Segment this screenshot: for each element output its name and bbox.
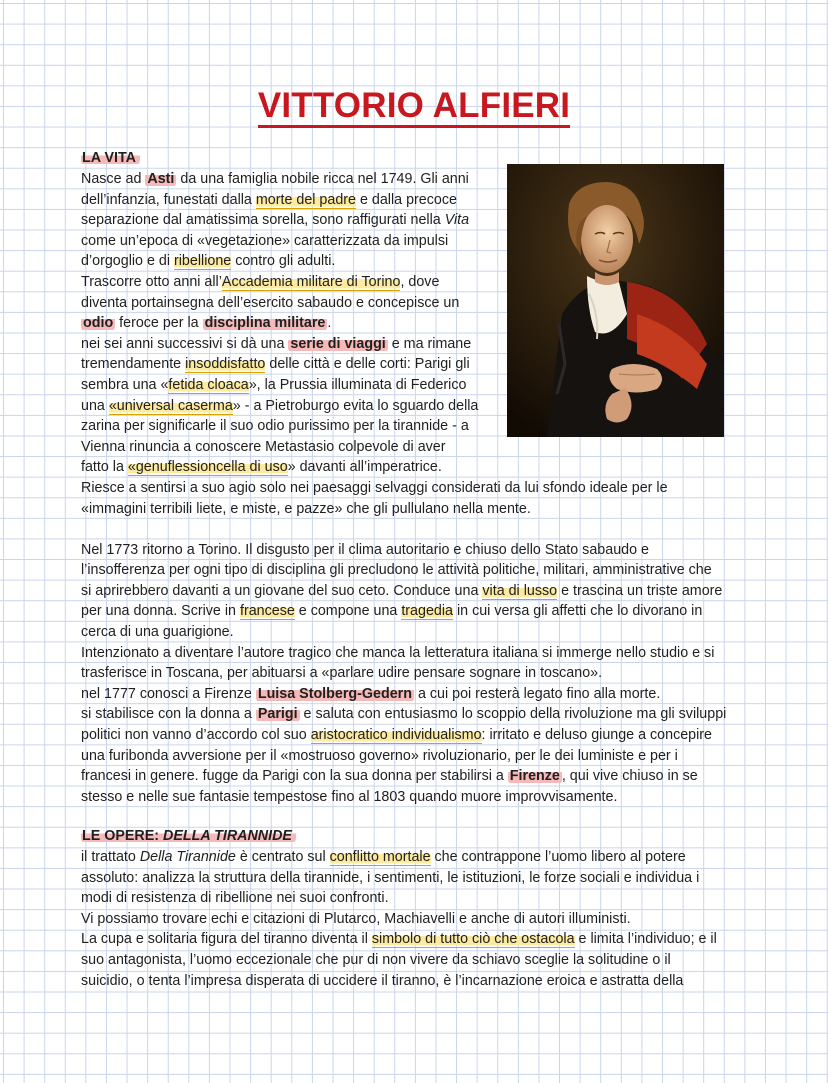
highlight-red: serie di viaggi [290, 335, 386, 352]
text-run: «immagini terribili liete, e miste, e pazze» che gli pullulano nella mente. [81, 500, 531, 517]
highlight-yellow: insoddisfatto [185, 356, 266, 373]
text-run: e ma rimane [387, 335, 472, 352]
text-run: suo antagonista, l’uomo eccezionale che pur di non vivere da schiavo sceglie la solitudine o il [81, 951, 671, 968]
highlight-yellow: «genuflessioncella di uso [127, 459, 288, 476]
text-line [81, 971, 717, 992]
text-line [81, 909, 717, 930]
text-line [81, 560, 726, 581]
text-run: Riesce a sentirsi a suo agio solo nei paesaggi selvaggi considerati da lui sfondo ideale per le [81, 479, 668, 496]
text-run: si aprirebbero davanti a un giovane del suo ceto. Conduce una [81, 582, 483, 599]
text-run: Vienna rinuncia a conoscere Metastasio colpevole di aver [81, 438, 446, 455]
text-run: e limita l’individuo; e il [574, 931, 717, 948]
opere-text [81, 847, 717, 991]
text-run: e compone una [294, 603, 402, 620]
highlight-yellow: «universal caserma [108, 397, 233, 414]
text-line [81, 888, 717, 909]
text-line [81, 519, 726, 540]
highlight-red: disciplina militare [204, 315, 326, 332]
text-line [81, 581, 726, 602]
text-line [81, 622, 726, 643]
text-run: è centrato sul [235, 849, 330, 865]
text-run: delle città e delle corti: Parigi gli [265, 356, 470, 373]
text-run: Nasce ad [81, 171, 146, 187]
text-line [81, 540, 726, 561]
text-run: nei sei anni successivi si dà una [81, 335, 289, 352]
text-run: e trascina un triste amore [557, 582, 723, 599]
page-title: VITTORIO ALFIERI [0, 86, 828, 126]
text-line [81, 663, 726, 684]
text-line [81, 787, 726, 808]
text-run: contro gli adulti. [231, 253, 336, 270]
text-run: . [327, 315, 332, 332]
text-run: una [81, 397, 109, 414]
highlight-yellow: ribellione [174, 253, 232, 270]
text-run: una furibonda avversione per il «mostruoso governo» rivoluzionario, per le dei luministe e per i [81, 747, 678, 764]
text-line [81, 601, 726, 622]
text-run: suicidio, o tenta l’impresa disperata di uccidere il tiranno, è l’incarnazione eroica e astratta della [81, 972, 684, 989]
text-line [81, 847, 717, 868]
text-run: politici non vanno d’accordo col suo [81, 727, 311, 744]
highlight-yellow: aristocratico individualismo [310, 727, 482, 744]
text-run: fatto la [81, 459, 128, 476]
text-line [81, 643, 726, 664]
section-heading-vita: LA VITA [81, 150, 140, 166]
text-run: , dove [400, 273, 440, 290]
text-run: stesso e nelle sue fantasie tempestose fino al 1803 quando muore improvvisamente. [81, 788, 618, 805]
text-run: », la Prussia illuminata di Federico [248, 376, 467, 393]
highlight-red: Parigi [257, 706, 298, 723]
text-run: Trascorre otto anni all’ [81, 273, 222, 290]
highlight-yellow: francese [239, 603, 295, 620]
text-run: l’insofferenza per ogni tipo di disciplina gli precludono le attività politiche, militari, amministrative che [81, 562, 712, 579]
text-run: tremendamente [81, 356, 186, 373]
text-run: da una famiglia nobile ricca nel 1749. Gli anni [176, 171, 469, 187]
text-run: » davanti all’imperatrice. [287, 459, 442, 476]
text-run: cerca di una guarigione. [81, 624, 234, 641]
text-run: francesi in genere. fugge da Parigi con la sua donna per stabilirsi a [81, 768, 508, 785]
text-run: d’orgoglio e di [81, 253, 174, 270]
text-run: a cui poi resterà legato fino alla morte. [413, 685, 661, 702]
highlight-red: odio [83, 315, 114, 332]
highlight-red: Luisa Stolberg-Gedern [257, 685, 412, 702]
text-line [81, 868, 717, 889]
text-line [81, 746, 726, 767]
highlight-yellow: conflitto mortale [329, 849, 431, 865]
text-line [81, 457, 726, 478]
text-line [81, 725, 726, 746]
text-run: modi di resistenza di ribellione nei suoi confronti. [81, 890, 389, 907]
text-run: zarina per significarle il suo odio purissimo per la tirannide - a [81, 418, 469, 435]
text-run: si stabilisce con la donna a [81, 706, 256, 723]
highlight-yellow: Accademia militare di Torino [221, 273, 401, 290]
text-run: assoluto: analizza la struttura della tirannide, i sentimenti, le istituzioni, le forze sociali e individua i [81, 869, 700, 886]
text-line [81, 684, 726, 705]
text-run: , qui vive chiuso in se [561, 768, 698, 785]
text-line [81, 704, 726, 725]
highlight-red: Asti [147, 171, 175, 187]
text-line [81, 929, 717, 950]
text-run: nel 1777 conosci a Firenze [81, 685, 256, 702]
text-run: dell’infanzia, funestati dalla [81, 191, 256, 208]
text-run: Vi possiamo trovare echi e citazioni di Plutarco, Machiavelli e anche di autori illuministi. [81, 910, 631, 927]
text-run: feroce per la [115, 315, 203, 332]
text-run: e saluta con entusiasmo lo scoppio della rivoluzione ma gli sviluppi [299, 706, 727, 723]
highlight-yellow: simbolo di tutto ciò che ostacola [371, 931, 575, 948]
text-line [81, 499, 726, 520]
text-line [81, 478, 726, 499]
text-run: » - a Pietroburgo evita lo sguardo della [232, 397, 479, 414]
text-run: diventa portainsegna dell’esercito sabaudo e concepisce un [81, 294, 460, 311]
highlight-yellow: morte del padre [255, 191, 356, 208]
portrait-painting-icon [507, 164, 724, 437]
highlight-yellow: tragedia [401, 603, 453, 620]
text-run: Intenzionato a diventare l’autore tragico che manca la letteratura italiana si immerge nello studio e si [81, 644, 715, 661]
text-run: il trattato [81, 849, 140, 865]
text-run: separazione dal amatissima sorella, sono raffigurati nella [81, 212, 445, 229]
text-line [81, 950, 717, 971]
text-run: La cupa e solitaria figura del tiranno diventa il [81, 931, 372, 948]
highlight-red: Firenze [509, 768, 560, 785]
text-run: in cui versa gli affetti che lo divorano in [453, 603, 703, 620]
text-run: trasferisce in Toscana, per abituarsi a «parlare udire pensare sognare in toscano». [81, 665, 603, 682]
text-run: per una donna. Scrive in [81, 603, 240, 620]
text-run: Vita [444, 212, 470, 229]
text-run: Della Tirannide [139, 849, 236, 865]
highlight-yellow: fetida cloaca [168, 376, 249, 393]
text-run: sembra una « [81, 376, 169, 393]
highlight-yellow: vita di lusso [482, 582, 558, 599]
text-run: che contrappone l’uomo libero al potere [430, 849, 686, 865]
text-line [81, 437, 726, 458]
section-heading-opere: LE OPERE: DELLA TIRANNIDE [81, 828, 296, 844]
text-line [81, 766, 726, 787]
text-run: e dalla precoce [356, 191, 457, 208]
text-run: come un’epoca di «vegetazione» caratterizzata da impulsi [81, 232, 449, 249]
text-run: Nel 1773 ritorno a Torino. Il disgusto per il clima autoritario e chiuso dello Stato sabaudo e [81, 541, 649, 558]
text-run: : irritato e deluso giunge a concepire [481, 727, 713, 744]
